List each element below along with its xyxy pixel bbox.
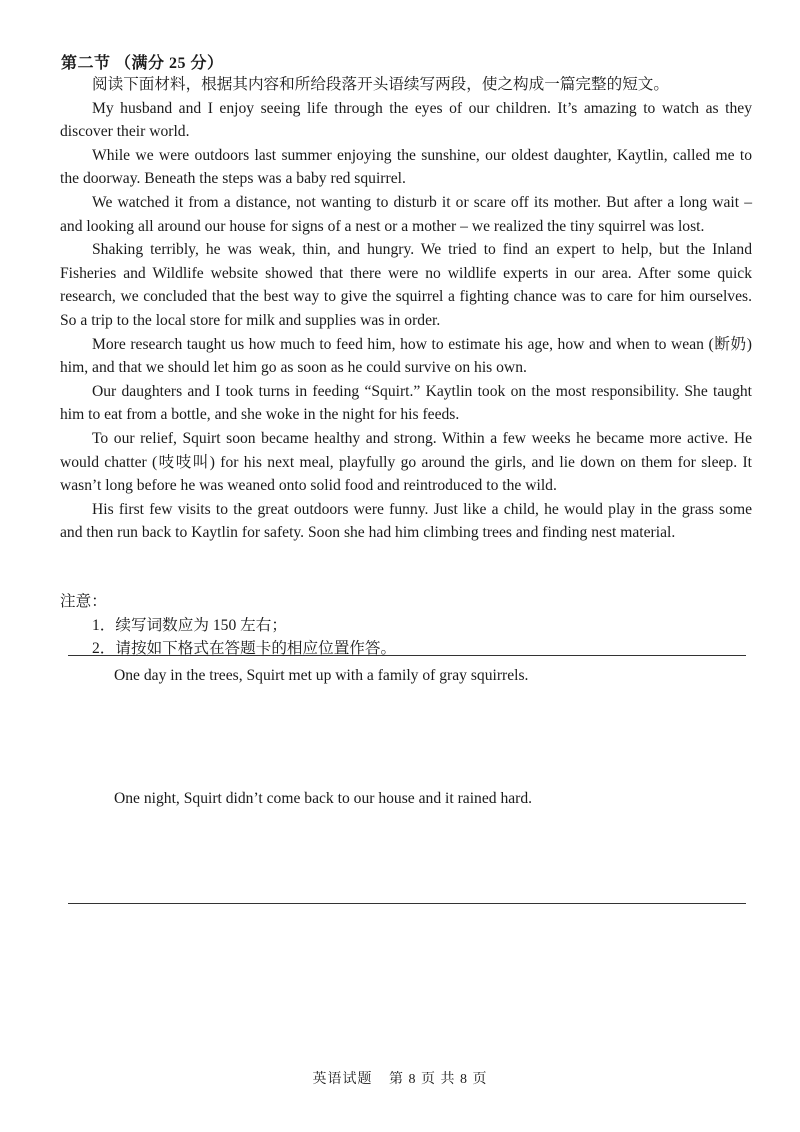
notes-label: 注意： [60, 593, 107, 610]
passage-paragraph-3: We watched it from a distance, not wanting to disturb it or scare off its mother. But after a long wait – and looking all around our house for signs of a nest or a mother – we realized the tiny squirrel was lost. [60, 193, 752, 235]
note-item-1: 1．续写词数应为 150 左右； [92, 616, 287, 634]
passage-paragraph-5: More research taught us how much to feed him, how to estimate his age, how and when to wean (断奶) him, and that we should let him go as soon as he could survive on his own. [60, 335, 752, 377]
passage-paragraph-2: While we were outdoors last summer enjoying the sunshine, our oldest daughter, Kaytlin, called me to the doorway. Beneath the steps was a baby red squirrel. [60, 146, 752, 188]
note-item-2: 2．请按如下格式在答题卡的相应位置作答。 [92, 640, 397, 658]
answer-area-top-rule [68, 655, 746, 656]
paragraph-start-1: One day in the trees, Squirt met up with a family of gray squirrels. [114, 667, 529, 684]
passage-paragraph-8: His first few visits to the great outdoors were funny. Just like a child, he would play in the grass some and then run back to Kaytlin for safety. Soon she had him climbing trees and finding nest material. [60, 500, 752, 542]
passage-body [60, 73, 752, 545]
answer-area-bottom-rule [68, 903, 746, 904]
paragraph-start-2: One night, Squirt didn’t come back to our house and it rained hard. [114, 790, 533, 807]
section-title: 第二节 （满分 25 分） [61, 55, 224, 72]
page-footer [0, 1068, 800, 1088]
instruction-text: 阅读下面材料，根据其内容和所给段落开头语续写两段，使之构成一篇完整的短文。 [92, 76, 669, 93]
footer-subject: 英语试题 [312, 1072, 373, 1087]
notes-block [60, 590, 396, 661]
passage-paragraph-7: To our relief, Squirt soon became healthy and strong. Within a few weeks he became more active. He would chatter (吱吱叫) for his next meal, playfully go around the girls, and lie down on them for sleep. It wasn’t long before he was weaned onto solid food and reintroduced to the wild. [60, 429, 752, 495]
footer-page-label: 第 8 页 共 8 页 [389, 1072, 488, 1087]
passage-paragraph-4: Shaking terribly, he was weak, thin, and hungry. We tried to find an expert to help, but the Inland Fisheries and Wildlife website showed that there were no wildlife experts in our area. After some quick research, we concluded that the best way to give the squirrel a fighting chance was to care for him ourselves. So a trip to the local store for milk and supplies was in order. [60, 241, 752, 329]
passage-paragraph-1: My husband and I enjoy seeing life through the eyes of our children. It’s amazing to watch as they discover their world. [60, 99, 752, 141]
passage-paragraph-6: Our daughters and I took turns in feeding “Squirt.” Kaytlin took on the most responsibility. She taught him to eat from a bottle, and she woke in the night for his feeds. [60, 382, 752, 424]
